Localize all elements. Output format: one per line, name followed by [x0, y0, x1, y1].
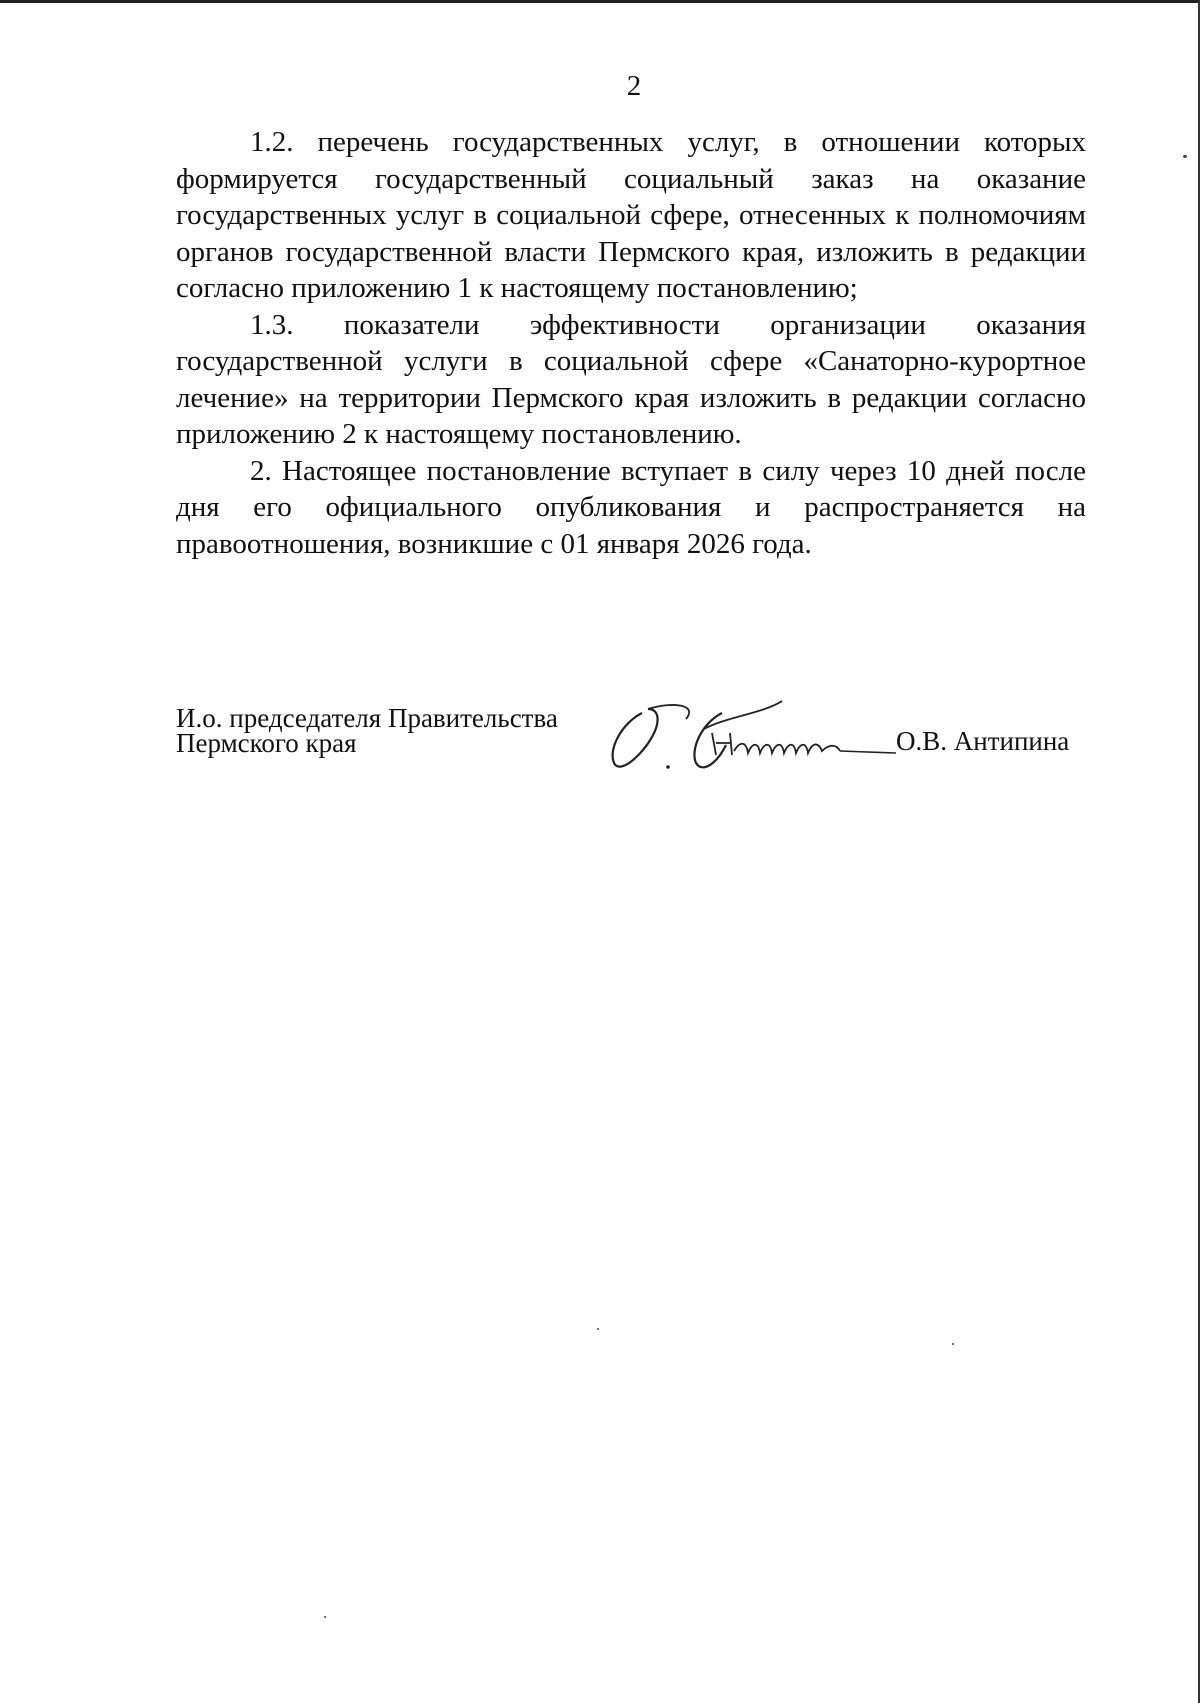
document-body: [176, 124, 1086, 562]
scan-edge-top: [0, 0, 1200, 3]
paragraph-1-2: 1.2. перечень государственных услуг, в отношении которых формируется государственный социальный заказ на оказание государственных услуг в социальной сфере, отнесенных к полномочиям органов государственной власти Пермского края, изложить в редакции согласно приложению 1 к настоящему постановлению;: [176, 126, 1086, 304]
signatory-position-line-1: И.о. председателя Правительства: [176, 703, 558, 733]
signatory-position: [176, 703, 558, 758]
scan-speck: [597, 1328, 599, 1330]
scan-speck: [324, 1616, 326, 1618]
paragraph-2: 2. Настоящее постановление вступает в силу через 10 дней после дня его официального опубликования и распространяется на правоотношения, возникшие с 01 января 2026 года.: [176, 454, 1086, 560]
signatory-position-line-2: Пермского края: [176, 728, 357, 758]
paragraph-1-3: 1.3. показатели эффективности организации оказания государственной услуги в социальной сфере «Санаторно-курортное лечение» на территории Пермского края изложить в редакции согласно приложению 2 к настоящему постановлению.: [176, 308, 1086, 450]
page-number: 2: [626, 70, 642, 102]
scan-speck: [952, 1343, 954, 1345]
signatory-name: О.В. Антипина: [896, 726, 1070, 756]
scan-speck: [1183, 155, 1187, 158]
handwritten-signature: [604, 693, 904, 793]
